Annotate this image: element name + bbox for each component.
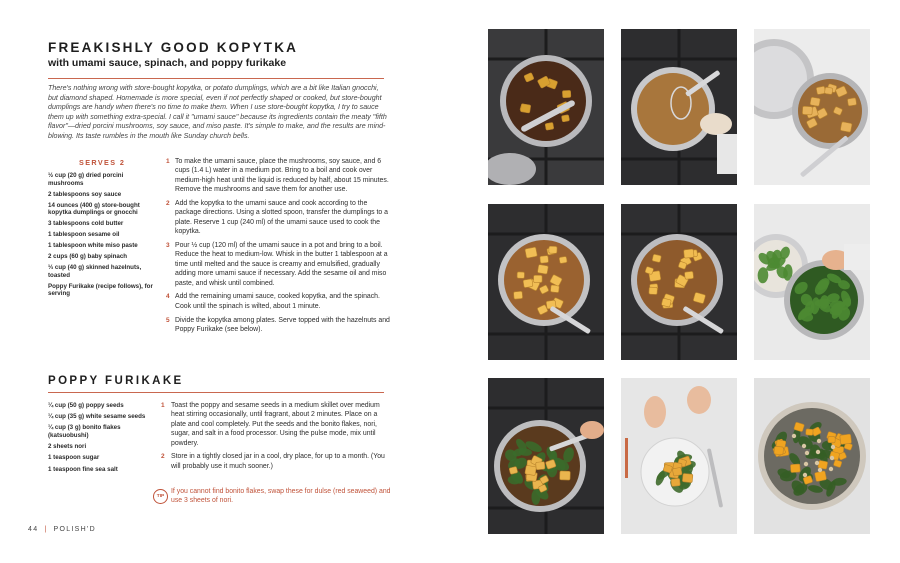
step-number: 2 — [161, 453, 165, 461]
method-step — [166, 157, 390, 195]
step-text: Divide the kopytka among plates. Serve topped with the hazelnuts and Poppy Furikake (see below). — [175, 316, 390, 334]
method-steps — [166, 157, 390, 339]
ingredient-item: 1 tablespoon sesame oil — [48, 231, 120, 239]
photo-kopytka-glazed-image — [621, 204, 737, 360]
photo-dumplings-in-pan-image — [754, 29, 870, 185]
photo-whisking-sauce — [621, 29, 737, 185]
tip-badge: TIP — [153, 489, 168, 504]
ingredient-item: ½ cup (20 g) dried porcini mushrooms — [48, 172, 124, 187]
ingredient-item: Poppy Furikake (recipe follows), for serving — [48, 282, 153, 298]
ingredient-item: ⅓ cup (40 g) skinned hazelnuts, toasted — [48, 264, 142, 279]
step-text: Store in a tightly closed jar in a cool, dry place, for up to a month. (You will probably use it much sooner.) — [171, 453, 385, 470]
photo-plating-image — [621, 378, 737, 534]
tip-note — [153, 487, 393, 506]
step-number: 3 — [166, 242, 170, 250]
step-number: 2 — [166, 200, 170, 208]
method-step — [166, 241, 390, 288]
photo-adding-spinach-image — [754, 204, 870, 360]
ingredient-item: 2 sheets nori — [48, 443, 87, 451]
method-step — [166, 292, 390, 311]
recipe-intro: There's nothing wrong with store-bought kopytka, or potato dumplings, which are a bit like Italian gnocchi, but diamond shaped. Homemade is more special, even if not perfectly shaped or cooked, but store-bought dumplings are handy when there's no time to make them. When I use store-bought kopytka, I try to sauce them up with something extra-special. I call it "umami sauce" because its ingredients contain the meaty "fifth flavor"—dried porcini mushrooms, soy sauce, and miso paste. It's simple to make, and the results are mind-blowing. Its taste rumbles in the mouth like Sunday church bells. — [48, 84, 387, 140]
step-number: 1 — [161, 402, 165, 409]
ingredient-item: ¼ cup (3 g) bonito flakes (katsuobushi) — [48, 424, 121, 439]
photo-spinach-wilting — [488, 378, 604, 534]
photo-dumplings-in-pan — [754, 29, 870, 185]
ingredient-item: 3 tablespoons cold butter — [48, 220, 124, 228]
recipe-subtitle: with umami sauce, spinach, and poppy furikake — [48, 57, 287, 69]
title-divider — [48, 78, 384, 79]
step-text: Toast the poppy and sesame seeds in a medium skillet over medium heat stirring occasionally, until fragrant, about 2 minutes. Place on a plate and cool completely. Put the seeds and the bonito flakes, nori, sugar, and salt in a food processor. Using the pulse mode, mix until powdery. — [171, 402, 380, 447]
ingredient-item: 2 tablespoons soy sauce — [48, 190, 122, 198]
photo-kopytka-in-sauce — [488, 204, 604, 360]
ingredient-item: 1 teaspoon fine sea salt — [48, 465, 118, 473]
page-number: 44 — [28, 526, 39, 533]
step-photo-grid — [488, 29, 870, 535]
photo-plating — [621, 378, 737, 534]
ingredient-item: 14 ounces (400 g) store-bought kopytka dumplings or gnocchi — [48, 201, 140, 217]
ingredient-item: 2 cups (60 g) baby spinach — [48, 253, 128, 261]
tip-text: If you cannot find bonito flakes, swap these for dulse (red seaweed) and use 3 sheets of nori. — [171, 488, 391, 505]
step-text: To make the umami sauce, place the mushrooms, soy sauce, and 6 cups (1.4 L) water in a medium pot. Bring to a boil and cook over medium-high heat until the liquid is reduced by half, about 15 minutes. Remove the mushrooms and save them for another use. — [175, 158, 389, 194]
furikake-divider — [48, 392, 384, 393]
method-step — [166, 199, 390, 237]
page-footer — [28, 526, 96, 533]
photo-adding-spinach — [754, 204, 870, 360]
photo-kopytka-glazed — [621, 204, 737, 360]
photo-spinach-wilting-image — [488, 378, 604, 534]
book-title: POLISH'D — [53, 526, 96, 533]
serves-label: SERVES 2 — [79, 158, 126, 167]
step-number: 1 — [166, 158, 170, 165]
furikake-steps — [161, 401, 389, 475]
photo-finished-dish-image — [754, 378, 870, 534]
method-step — [166, 316, 390, 335]
photo-finished-dish — [754, 378, 870, 534]
method-step — [161, 452, 389, 471]
furikake-title: POPPY FURIKAKE — [48, 375, 184, 387]
photo-mushroom-broth-pot — [488, 29, 604, 185]
ingredient-item: ¼ cup (50 g) poppy seeds — [48, 402, 124, 409]
ingredient-list — [48, 172, 156, 301]
recipe-title: FREAKISHLY GOOD KOPYTKA — [48, 40, 299, 55]
photo-whisking-sauce-image — [621, 29, 737, 185]
photo-mushroom-broth-pot-image — [488, 29, 604, 185]
step-text: Pour ½ cup (120 ml) of the umami sauce in a pot and bring to a boil. Reduce the heat to medium-low. Whisk in the butter 1 tablespoon at a time until melted and the sauce is creamy and emulsified, gradually adding more umami sauce if necessary. Add the sesame oil and miso paste, and whisk until combined. — [175, 242, 388, 287]
step-number: 5 — [166, 316, 170, 324]
method-step — [161, 401, 389, 448]
photo-kopytka-in-sauce-image — [488, 204, 604, 360]
furikake-ingredient-list — [48, 402, 153, 477]
ingredient-item: 1 teaspoon sugar — [48, 454, 100, 462]
step-text: Add the remaining umami sauce, cooked kopytka, and the spinach. Cook until the spinach is wilted, about 1 minute. — [175, 293, 380, 310]
ingredient-item: 1 tablespoon white miso paste — [48, 242, 138, 250]
step-text: Add the kopytka to the umami sauce and cook according to the package directions. Using a slotted spoon, transfer the dumplings to a plate. Reserve 1 cup (240 ml) of the umami sauce used to cook the kopytka. — [175, 200, 388, 236]
footer-separator: | — [44, 526, 48, 533]
ingredient-item: ¼ cup (35 g) white sesame seeds — [48, 413, 146, 421]
step-number: 4 — [166, 293, 170, 301]
